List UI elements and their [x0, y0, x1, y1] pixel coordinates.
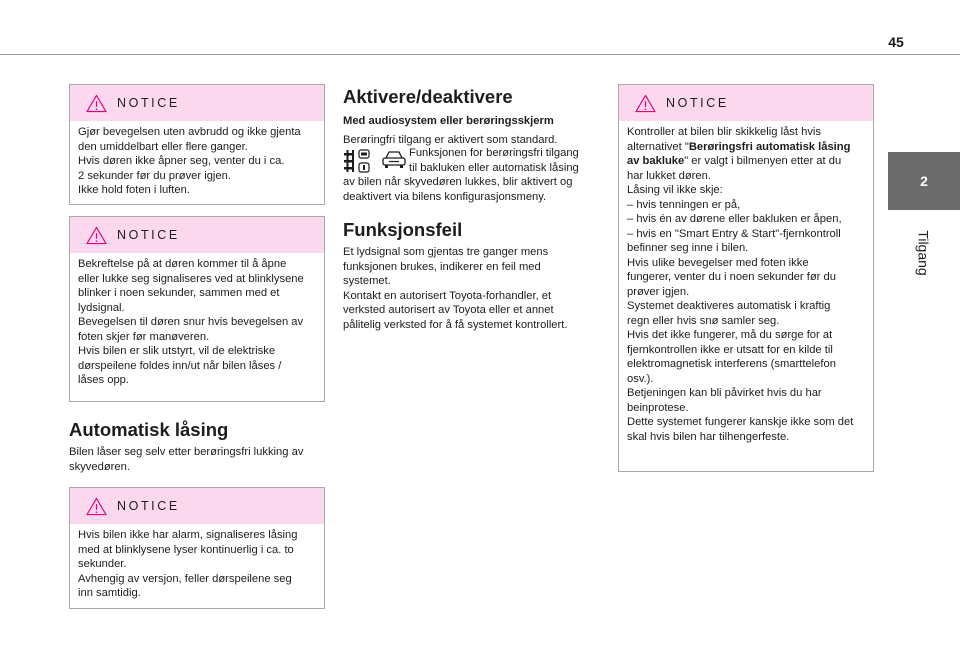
column-right [618, 84, 874, 472]
notice-title: NOTICE [117, 95, 180, 110]
text-line: skal hvis bilen har tilhengerfeste. [627, 430, 790, 443]
chapter-number: 2 [920, 173, 928, 189]
text-line: Betjeningen kan bli påvirket hvis du har [627, 387, 822, 399]
text-line: Systemet deaktiveres automatisk i kraftig [627, 300, 831, 312]
text-line: Bekreftelse på at døren kommer til å åpne [78, 258, 287, 270]
notice-box [69, 216, 325, 402]
text-line: Hvis ulike bevegelser med foten ikke [627, 256, 809, 269]
warning-icon [86, 226, 107, 245]
notice-body [70, 253, 324, 395]
intro-text [343, 133, 599, 148]
text-run: alternativet " [627, 140, 689, 153]
text-line [627, 140, 865, 155]
text-line: elektromagnetisk interferens (smarttelefon [627, 358, 836, 370]
text-line: regn eller hvis snø samler seg. [627, 314, 780, 327]
text-line: Gjør bevegelsen uten avbrudd og ikke gjenta [78, 126, 301, 138]
text-line: beinprotese. [627, 401, 689, 414]
text-line: Et lydsignal som gjentas tre ganger mens [343, 246, 549, 258]
text-line: av bilen når skyvedøren lukkes, blir aktivert og [343, 176, 573, 188]
notice-header [619, 85, 873, 121]
text-line: fjernkontrollen ikke er utsatt for en kilde til [627, 343, 833, 356]
text-line: verksted autorisert av Toyota eller et annet [343, 304, 554, 316]
text-line: Ikke hold foten i luften. [78, 184, 190, 196]
text-line: Berøringfri tilgang er aktivert som standard. [343, 133, 558, 146]
text-line: inn samtidig. [78, 587, 141, 599]
notice-body [70, 121, 324, 205]
notice-header [70, 85, 324, 121]
section-title-automatic-locking: Automatisk låsing [69, 419, 229, 440]
text-line: 2 sekunder før du prøver igjen. [78, 169, 231, 182]
notice-body [70, 524, 324, 608]
text-line: blinker i noen sekunder, sammen med et [78, 287, 280, 299]
chapter-label-text: Tilgang [916, 230, 932, 276]
text-line: skyvedøren. [69, 460, 130, 473]
icon-group [343, 147, 409, 174]
body-text [343, 175, 599, 204]
text-line [627, 154, 865, 169]
text-line: Hvis bilen ikke har alarm, signaliseres låsing [78, 529, 298, 541]
list-item: – hvis én av dørene eller bakluken er åpen, [627, 213, 842, 225]
text-line: Hvis døren ikke åpner seg, venter du i ca. [78, 155, 285, 167]
text-line: har lukket døren. [627, 169, 711, 182]
text-line: dørspeilene foldes inn/ut når bilen låses / [78, 359, 282, 372]
text-line: Hvis bilen er slik utstyrt, vil de elektriske [78, 345, 276, 357]
text-line: Bilen låser seg selv etter berøringsfri lukking av [69, 446, 304, 458]
warning-icon [635, 94, 656, 113]
text-line: til bakluken eller automatisk låsing [409, 161, 579, 174]
notice-title: NOTICE [117, 498, 180, 513]
list-item: – hvis en "Smart Entry & Start"-fjernkontroll [627, 227, 841, 240]
text-line: osv.). [627, 372, 654, 385]
text-line: Kontakt en autorisert Toyota-forhandler, et [343, 289, 552, 302]
text-line: låses opp. [78, 374, 129, 386]
fault-text [343, 245, 599, 332]
column-middle [343, 84, 599, 332]
text-run: " er valgt i bilmenyen etter at du [684, 155, 842, 167]
list-item: – hvis tenningen er på, [627, 198, 741, 211]
text-line: deaktivert via bilens konfigurasjonsmeny. [343, 190, 547, 203]
text-line: den umiddelbart eller flere ganger. [78, 140, 248, 153]
text-line: systemet. [343, 275, 391, 287]
text-line: sekunder. [78, 558, 127, 570]
text-line: Bevegelsen til døren snur hvis bevegelsen av [78, 316, 304, 328]
text-line: lydsignal. [78, 301, 125, 314]
notice-box [618, 84, 874, 472]
car-icon [381, 148, 407, 170]
bold-option-name: Berøringsfri automatisk låsing [688, 140, 851, 153]
text-line: eller lukke seg signaliseres ved at blinklysene [78, 272, 304, 285]
header-rule [0, 54, 960, 55]
chapter-label [888, 218, 960, 288]
text-line: pålitelig verksted for å få systemet kontrollert. [343, 318, 568, 331]
warning-icon [86, 94, 107, 113]
section-title-malfunction: Funksjonsfeil [343, 219, 463, 240]
notice-title: NOTICE [117, 227, 180, 242]
text-line: befinner seg inne i bilen. [627, 242, 749, 254]
notice-header [70, 217, 324, 253]
text-line: Hvis det ikke fungerer, må du sørge for at [627, 329, 833, 341]
notice-box [69, 84, 325, 205]
page-number: 45 [888, 34, 904, 50]
text-line: Kontroller at bilen blir skikkelig låst hvis [627, 126, 821, 138]
icon-row [343, 147, 599, 175]
text-line: prøver igjen. [627, 285, 690, 298]
notice-title: NOTICE [666, 95, 729, 110]
chapter-tab[interactable] [888, 152, 960, 210]
text-line: Funksjonen for berøringsfri tilgang [409, 147, 579, 159]
text-line: funksjonen brukes, indikerer en feil med [343, 260, 541, 273]
notice-body [619, 121, 873, 451]
text-line: med at blinklysene lyser kontinuerlig i ca. to [78, 543, 294, 556]
text-line: Avhengig av versjon, feller dørspeilene seg [78, 572, 292, 585]
icon-text [409, 146, 579, 175]
subheading: Med audiosystem eller berøringsskjerm [343, 115, 554, 127]
settings-sliders-icon [343, 148, 375, 174]
notice-box [69, 487, 325, 609]
text-line: Låsing vil ikke skje: [627, 184, 723, 196]
bold-option-name: av bakluke [627, 155, 685, 167]
text-line: fungerer, venter du i noen sekunder før du [627, 271, 836, 283]
section-text [69, 445, 325, 474]
text-line: foten skjer før manøveren. [78, 330, 210, 343]
column-left [69, 84, 325, 609]
notice-header [70, 488, 324, 524]
section-title-activate: Aktivere/deaktivere [343, 86, 513, 107]
warning-icon [86, 497, 107, 516]
text-line: Dette systemet fungerer kanskje ikke som det [627, 416, 854, 428]
